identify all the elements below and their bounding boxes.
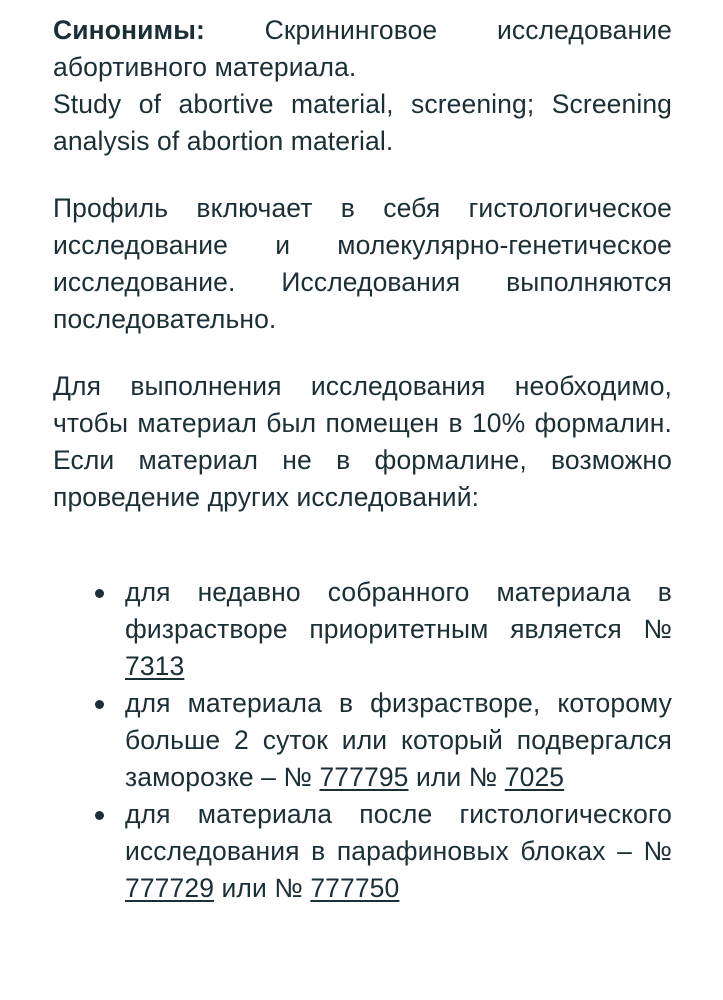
number-sign: № [643,614,672,644]
synonyms-paragraph [53,12,672,160]
bullet-icon [95,811,104,820]
number-sign: № [468,762,505,792]
alternatives-list [53,574,672,907]
profile-paragraph: Профиль включает в себя гистологическое исследование и молекулярно-генетическое исследование. Исследования выполняются последовательно. [53,193,672,334]
test-code-link-777729[interactable]: 777729 [125,873,215,903]
synonyms-label: Синонимы: [53,15,205,45]
list-item-text: для недавно собранного материала в физрастворе приоритетным является [125,577,672,644]
list-item-text: для материала после гистологического исследования в парафиновых блоках – [125,799,672,866]
list-item [53,685,672,796]
requirements-paragraph: Для выполнения исследования необходимо, чтобы материал был помещен в 10% формалин. Если материал не в формалине, возможно проведение других исследований: [53,371,672,512]
number-sign: № [283,762,320,792]
list-item [53,574,672,685]
test-code-link-777750[interactable]: 777750 [310,873,400,903]
bullet-icon [95,589,104,598]
document-body [53,12,672,903]
test-code-link-7313[interactable]: 7313 [125,651,185,681]
list-item-text: для материала в физрастворе, которому больше 2 суток или который подвергался заморозке – [125,688,672,792]
number-sign: № [274,873,311,903]
synonyms-en-text: Study of abortive material, screening; Screening analysis of abortion material. [53,89,672,156]
number-sign: № [643,836,672,866]
bullet-icon [95,700,104,709]
test-code-link-777795[interactable]: 777795 [319,762,409,792]
joiner-text: или [214,873,275,903]
test-code-link-7025[interactable]: 7025 [504,762,565,792]
list-item [53,796,672,907]
synonyms-ru-text: Скрининговое исследование абортивного материала. [53,15,672,82]
joiner-text: или [408,762,469,792]
